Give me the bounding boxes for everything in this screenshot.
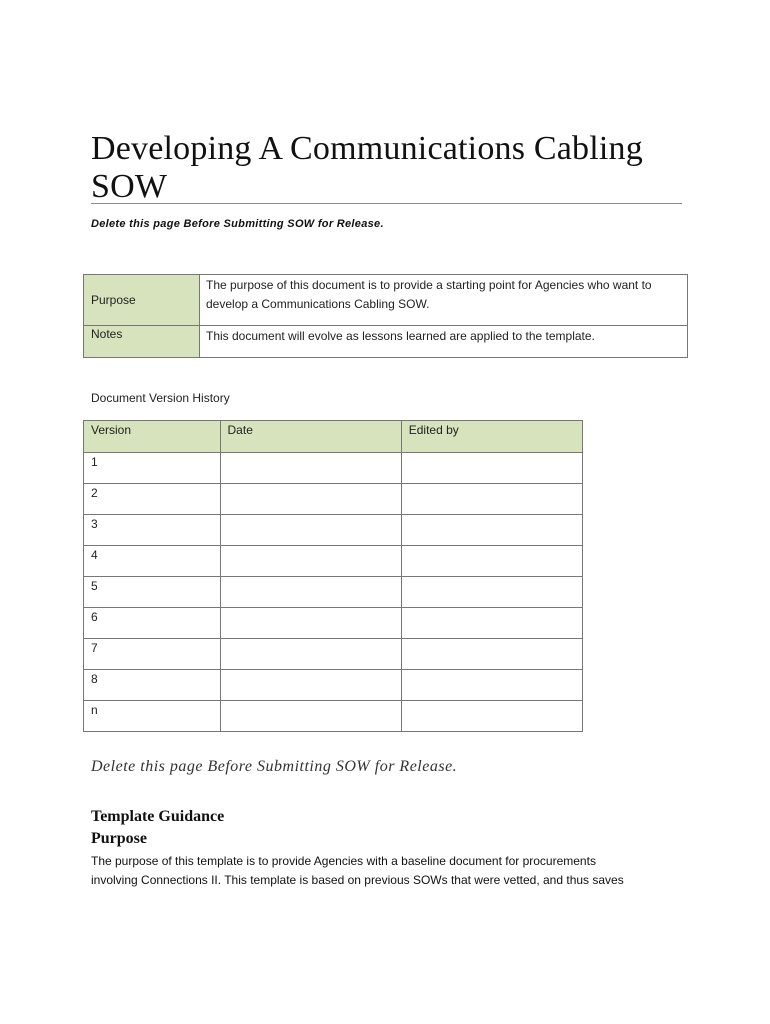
version-cell: 2: [84, 484, 221, 515]
purpose-subheading: Purpose: [91, 830, 147, 847]
document-title-line-1: Developing A Communications Cabling: [91, 130, 643, 167]
purpose-value-line-1: The purpose of this document is to provide a starting point for Agencies who want to: [206, 278, 652, 292]
delete-page-note: Delete this page Before Submitting SOW for Release.: [91, 218, 384, 230]
edited-by-cell[interactable]: [401, 608, 582, 639]
version-cell: 1: [84, 453, 221, 484]
column-header-date: Date: [220, 421, 401, 453]
edited-by-cell[interactable]: [401, 577, 582, 608]
edited-by-cell[interactable]: [401, 670, 582, 701]
edited-by-cell[interactable]: [401, 453, 582, 484]
purpose-label: Purpose: [84, 275, 200, 326]
date-cell[interactable]: [220, 670, 401, 701]
template-guidance-heading: Template Guidance: [91, 808, 225, 825]
table-row: [84, 577, 583, 608]
date-cell[interactable]: [220, 639, 401, 670]
version-cell: 6: [84, 608, 221, 639]
notes-value: This document will evolve as lessons learned are applied to the template.: [200, 326, 688, 358]
document-title-line-2: SOW: [91, 168, 168, 205]
delete-page-italic-note: Delete this page Before Submitting SOW for Release.: [91, 758, 458, 775]
table-row: [84, 639, 583, 670]
purpose-paragraph-line-1: The purpose of this template is to provide Agencies with a baseline document for procurements: [91, 854, 596, 868]
document-title: [91, 130, 681, 206]
date-cell[interactable]: [220, 453, 401, 484]
date-cell[interactable]: [220, 701, 401, 732]
table-row: [84, 546, 583, 577]
purpose-paragraph: [91, 852, 691, 890]
table-row-notes: [84, 326, 688, 358]
table-row: [84, 453, 583, 484]
table-row-purpose: [84, 275, 688, 326]
version-cell: n: [84, 701, 221, 732]
purpose-value: [200, 275, 688, 326]
version-cell: 7: [84, 639, 221, 670]
version-cell: 5: [84, 577, 221, 608]
table-row: [84, 608, 583, 639]
purpose-paragraph-line-2: involving Connections II. This template is based on previous SOWs that were vetted, and thus saves: [91, 873, 624, 887]
version-history-heading: Document Version History: [91, 391, 230, 405]
column-header-edited-by: Edited by: [401, 421, 582, 453]
date-cell[interactable]: [220, 608, 401, 639]
edited-by-cell[interactable]: [401, 701, 582, 732]
column-header-version: Version: [84, 421, 221, 453]
version-history-header-row: [84, 421, 583, 453]
table-row: [84, 701, 583, 732]
edited-by-cell[interactable]: [401, 639, 582, 670]
edited-by-cell[interactable]: [401, 484, 582, 515]
date-cell[interactable]: [220, 577, 401, 608]
table-row: [84, 484, 583, 515]
table-row: [84, 670, 583, 701]
version-cell: 3: [84, 515, 221, 546]
purpose-notes-table: [83, 274, 688, 358]
edited-by-cell[interactable]: [401, 546, 582, 577]
edited-by-cell[interactable]: [401, 515, 582, 546]
date-cell[interactable]: [220, 515, 401, 546]
version-cell: 8: [84, 670, 221, 701]
title-underline-rule: [91, 203, 682, 204]
version-history-table: [83, 420, 583, 732]
date-cell[interactable]: [220, 484, 401, 515]
date-cell[interactable]: [220, 546, 401, 577]
version-cell: 4: [84, 546, 221, 577]
purpose-value-line-2: develop a Communications Cabling SOW.: [206, 297, 430, 311]
table-row: [84, 515, 583, 546]
notes-label: Notes: [84, 326, 200, 358]
